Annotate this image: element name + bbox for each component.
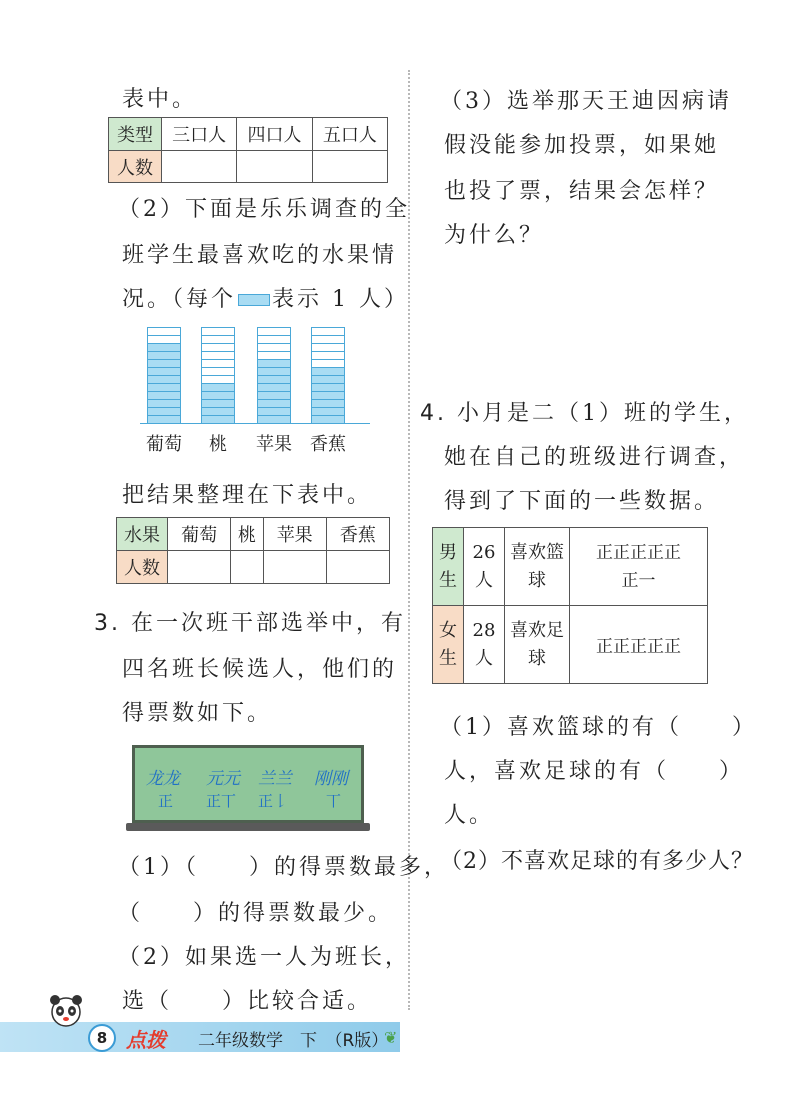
girls-tally: 正正正正正 [570,606,708,684]
q2-line-1: （2）下面是乐乐调查的全 [118,197,410,222]
q4-number: 4. [420,401,447,426]
table-cell: 四口人 [237,118,312,151]
fruit-axis-label: 葡萄 [146,434,182,455]
organize-text: 把结果整理在下表中。 [122,483,373,508]
q4-line-3: 得到了下面的一些数据。 [444,489,720,514]
fruit-bar [311,327,345,423]
gender-sport-table [432,527,708,684]
answer-cell[interactable] [312,151,387,183]
q3-3-line-4: 为什么？ [444,223,545,248]
q3-sub-4: 选（ ）比较合适。 [122,989,373,1014]
fruit-axis-label: 桃 [209,434,227,455]
table-header-count: 人数 [109,151,162,183]
answer-cell[interactable] [263,551,326,584]
answer-cell[interactable] [326,551,389,584]
candidate-name: 元元 [206,769,240,789]
q3-line-3: 得票数如下。 [122,701,273,726]
fruit-table [116,517,390,584]
q2-line-2: 班学生最喜欢吃的水果情 [122,243,398,268]
table-cell: 香蕉 [326,518,389,551]
page-number: 8 [88,1024,116,1052]
boys-count: 26人 [464,528,505,606]
answer-cell[interactable] [231,551,263,584]
blackboard-ledge [126,823,370,831]
fruit-bar [147,327,181,423]
tally-mark: 正 [158,792,174,810]
q3-line-2: 四名班长候选人，他们的 [122,657,398,682]
fruit-axis-label: 苹果 [256,434,292,455]
q4-text-1: 小月是二（1）班的学生， [457,401,749,426]
table-header-fruit: 水果 [117,518,168,551]
answer-cell[interactable] [237,151,312,183]
answer-cell[interactable] [162,151,237,183]
q4-sub-2: 人，喜欢足球的有（ ） [444,759,745,784]
q2-line-3-a: 况。（每个 [122,287,237,312]
bamboo-icon: ❦ [384,1028,398,1047]
chart-baseline [140,423,370,424]
boys-label: 男生 [433,528,464,606]
candidate-name: 兰兰 [258,769,292,789]
table-cell: 五口人 [312,118,387,151]
girls-label: 女生 [433,606,464,684]
q3-sub-1: （1）（ ）的得票数最多， [118,855,449,880]
tally-mark: 正丅 [206,792,237,810]
household-table [108,117,388,183]
girls-sport: 喜欢足球 [505,606,570,684]
q3-3-line-3: 也投了票，结果会怎样？ [444,179,720,204]
fruit-axis-label: 香蕉 [310,434,346,455]
girls-count: 28人 [464,606,505,684]
q4-line-2: 她在自己的班级进行调查， [444,445,745,470]
q4-sub-3: 人。 [444,803,495,828]
panda-mascot-icon [46,992,86,1032]
fruit-bar [257,327,291,423]
intro-tail: 表中。 [122,87,198,112]
q3-sub-2: （ ）的得票数最少。 [118,901,394,926]
q3-3-line-2: 假没能参加投票，如果她 [444,133,720,158]
fruit-bar [201,327,235,423]
answer-cell[interactable] [168,551,231,584]
q3-line-1 [94,606,406,637]
q3-sub-3: （2）如果选一人为班长， [118,945,410,970]
q4-line-1 [420,396,749,427]
table-cell: 苹果 [263,518,326,551]
book-title: 二年级数学 下 （R版） [198,1031,389,1051]
boys-tally: 正正正正正 正一 [570,528,708,606]
table-cell: 三口人 [162,118,237,151]
brand-logo: 点拨 [126,1028,166,1052]
q3-3-line-1: （3）选举那天王迪因病请 [440,89,732,114]
table-header-count: 人数 [117,551,168,584]
legend-bar-icon [238,294,270,306]
q3-number: 3. [94,611,121,636]
table-cell: 桃 [231,518,263,551]
tally-mark: 正𠄌 [258,792,289,810]
table-cell: 葡萄 [168,518,231,551]
candidate-name: 刚刚 [314,769,348,789]
candidate-name: 龙龙 [146,769,180,789]
tally-mark: 丅 [326,792,342,810]
table-header-type: 类型 [109,118,162,151]
q2-line-3 [122,282,409,313]
q3-text-1: 在一次班干部选举中，有 [131,611,407,636]
q4-sub-4: （2）不喜欢足球的有多少人？ [440,849,754,874]
boys-sport: 喜欢篮球 [505,528,570,606]
q2-line-3-b: 表示 1 人） [272,287,409,312]
q4-sub-1: （1）喜欢篮球的有（ ） [440,715,757,740]
